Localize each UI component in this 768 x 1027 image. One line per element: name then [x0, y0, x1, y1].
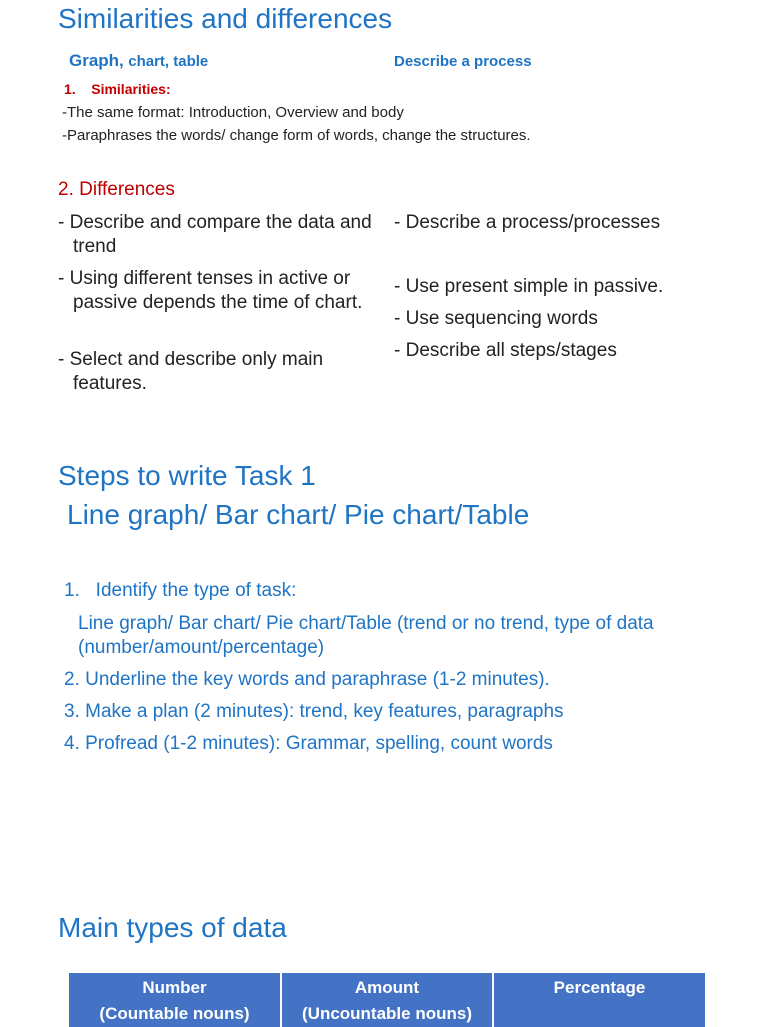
header-line: (Countable nouns): [99, 1004, 250, 1023]
header-line: Number: [142, 978, 207, 997]
step-item: 4. Profread (1-2 minutes): Grammar, spelling, count words: [64, 733, 553, 754]
header-line: (Uncountable nouns): [302, 1004, 472, 1023]
data-types-table: [69, 973, 705, 1027]
difference-left-item: - Select and describe only main features.: [58, 349, 324, 394]
graph-chart-table-heading: [69, 51, 208, 71]
table-header-percentage: [493, 973, 705, 1027]
difference-right-item: - Describe all steps/stages: [394, 340, 617, 361]
similarity-item: -The same format: Introduction, Overview and body: [62, 104, 404, 121]
differences-label: 2. Differences: [58, 179, 175, 200]
step-detail: Line graph/ Bar chart/ Pie chart/Table (trend or no trend, type of data (number/amount/percentage): [78, 613, 654, 658]
steps-subtitle: Line graph/ Bar chart/ Pie chart/Table: [67, 499, 530, 530]
header-line: Percentage: [553, 978, 646, 997]
difference-left-item: - Using different tenses in active or passive depends the time of chart.: [58, 268, 363, 313]
difference-left-item: - Describe and compare the data and trend: [58, 212, 372, 257]
difference-right-item: - Use present simple in passive.: [394, 276, 664, 297]
table-header-number: [69, 973, 281, 1027]
describe-process-heading: Describe a process: [394, 53, 532, 70]
table-header-row: [69, 973, 705, 1027]
data-types-title: Main types of data: [58, 912, 287, 943]
table-header-amount: [281, 973, 493, 1027]
graph-heading-rest: chart, table: [128, 53, 209, 70]
difference-right-item: - Use sequencing words: [394, 308, 598, 329]
header-line: Amount: [354, 978, 420, 997]
difference-right-item: - Describe a process/processes: [394, 212, 661, 233]
similarity-item: -Paraphrases the words/ change form of words, change the structures.: [62, 127, 531, 144]
similarities-title: Similarities and differences: [58, 3, 393, 34]
similarities-label: 1. Similarities:: [64, 81, 171, 97]
steps-title: Steps to write Task 1: [58, 460, 316, 491]
step-item: 2. Underline the key words and paraphrase (1-2 minutes).: [64, 669, 550, 690]
step-item: 1. Identify the type of task:: [64, 580, 297, 601]
graph-heading-main: Graph,: [69, 51, 124, 70]
step-item: 3. Make a plan (2 minutes): trend, key features, paragraphs: [64, 701, 564, 722]
